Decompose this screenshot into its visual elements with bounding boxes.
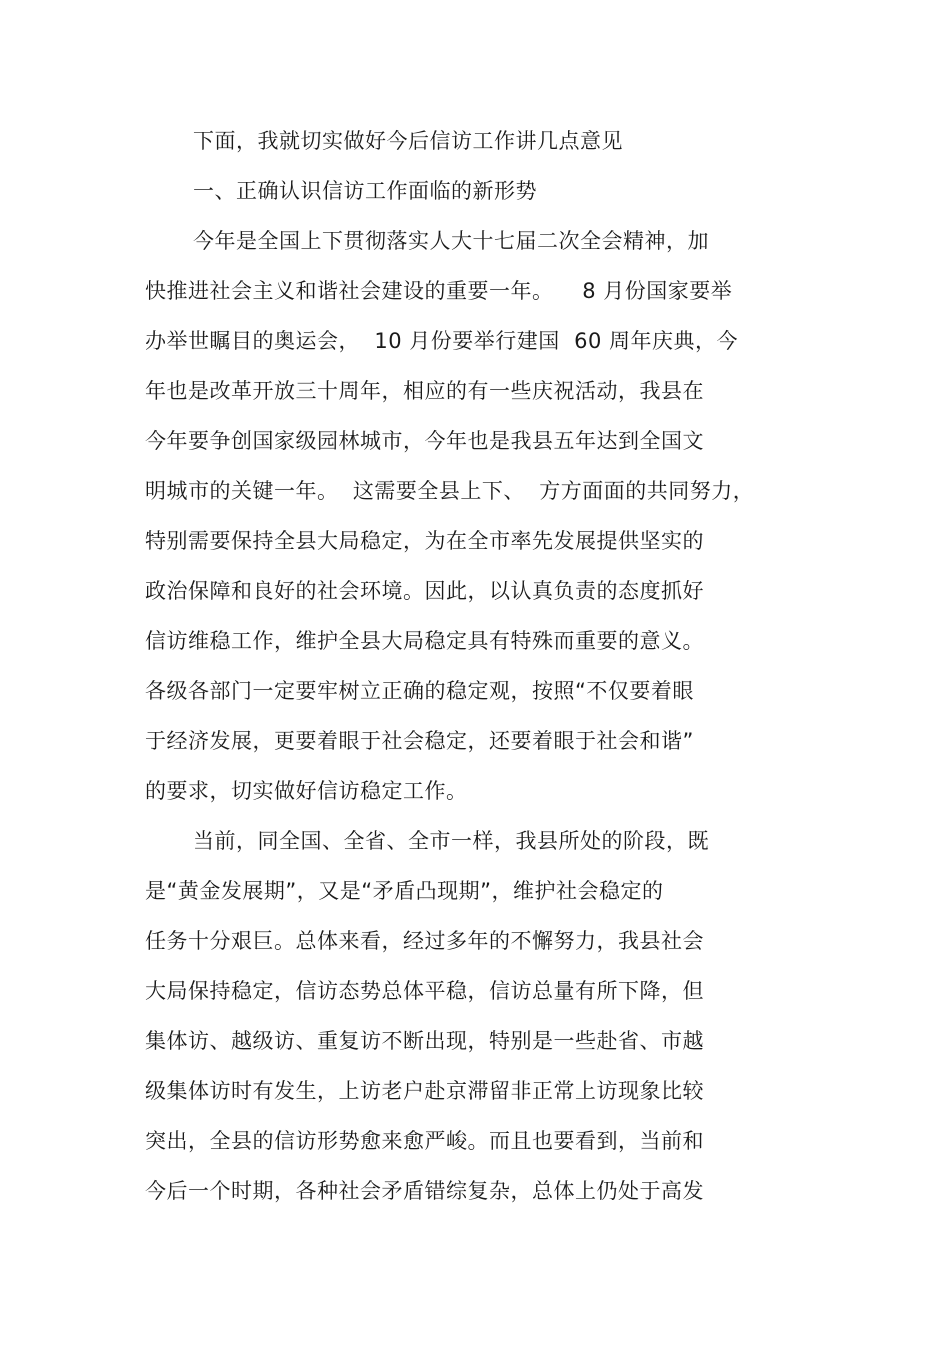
body-line: 今年是全国上下贯彻落实人大十七届二次全会精神，加 [193,229,709,253]
paragraph-intro-line: 下面，我就切实做好今后信访工作讲几点意见 [193,129,623,153]
body-line: 今后一个时期，各种社会矛盾错综复杂，总体上仍处于高发 [145,1179,704,1203]
body-line: 今年要争创国家级园林城市，今年也是我县五年达到全国文 [145,429,704,453]
section-heading: 一、正确认识信访工作面临的新形势 [193,179,537,203]
body-line: 集体访、越级访、重复访不断出现，特别是一些赴省、市越 [145,1029,704,1053]
body-line: 信访维稳工作，维护全县大局稳定具有特殊而重要的意义。 [145,629,704,653]
body-line: 大局保持稳定，信访态势总体平稳，信访总量有所下降，但 [145,979,704,1003]
body-line: 政治保障和良好的社会环境。因此，以认真负责的态度抓好 [145,579,704,603]
body-line: 办举世瞩目的奥运会， 10 月份要举行建国 60 周年庆典，今 [145,329,738,353]
body-line: 的要求，切实做好信访稳定工作。 [145,779,468,803]
body-line: 特别需要保持全县大局稳定，为在全市率先发展提供坚实的 [145,529,704,553]
body-line: 当前，同全国、全省、全市一样，我县所处的阶段，既 [193,829,709,853]
body-line: 年也是改革开放三十周年，相应的有一些庆祝活动，我县在 [145,379,704,403]
body-line: 级集体访时有发生，上访老户赴京滞留非正常上访现象比较 [145,1079,704,1103]
body-line: 明城市的关键一年。 这需要全县上下、 方方面面的共同努力， [145,479,755,503]
body-line: 快推进社会主义和谐社会建设的重要一年。 8 月份国家要举 [145,279,733,303]
body-line: 任务十分艰巨。总体来看，经过多年的不懈努力，我县社会 [145,929,704,953]
body-line: 于经济发展，更要着眼于社会稳定，还要着眼于社会和谐” [145,729,694,753]
body-line: 各级各部门一定要牢树立正确的稳定观，按照“不仅要着眼 [145,679,694,703]
body-line: 突出，全县的信访形势愈来愈严峻。而且也要看到，当前和 [145,1129,704,1153]
body-line: 是“黄金发展期”，又是“矛盾凸现期”，维护社会稳定的 [145,879,664,903]
